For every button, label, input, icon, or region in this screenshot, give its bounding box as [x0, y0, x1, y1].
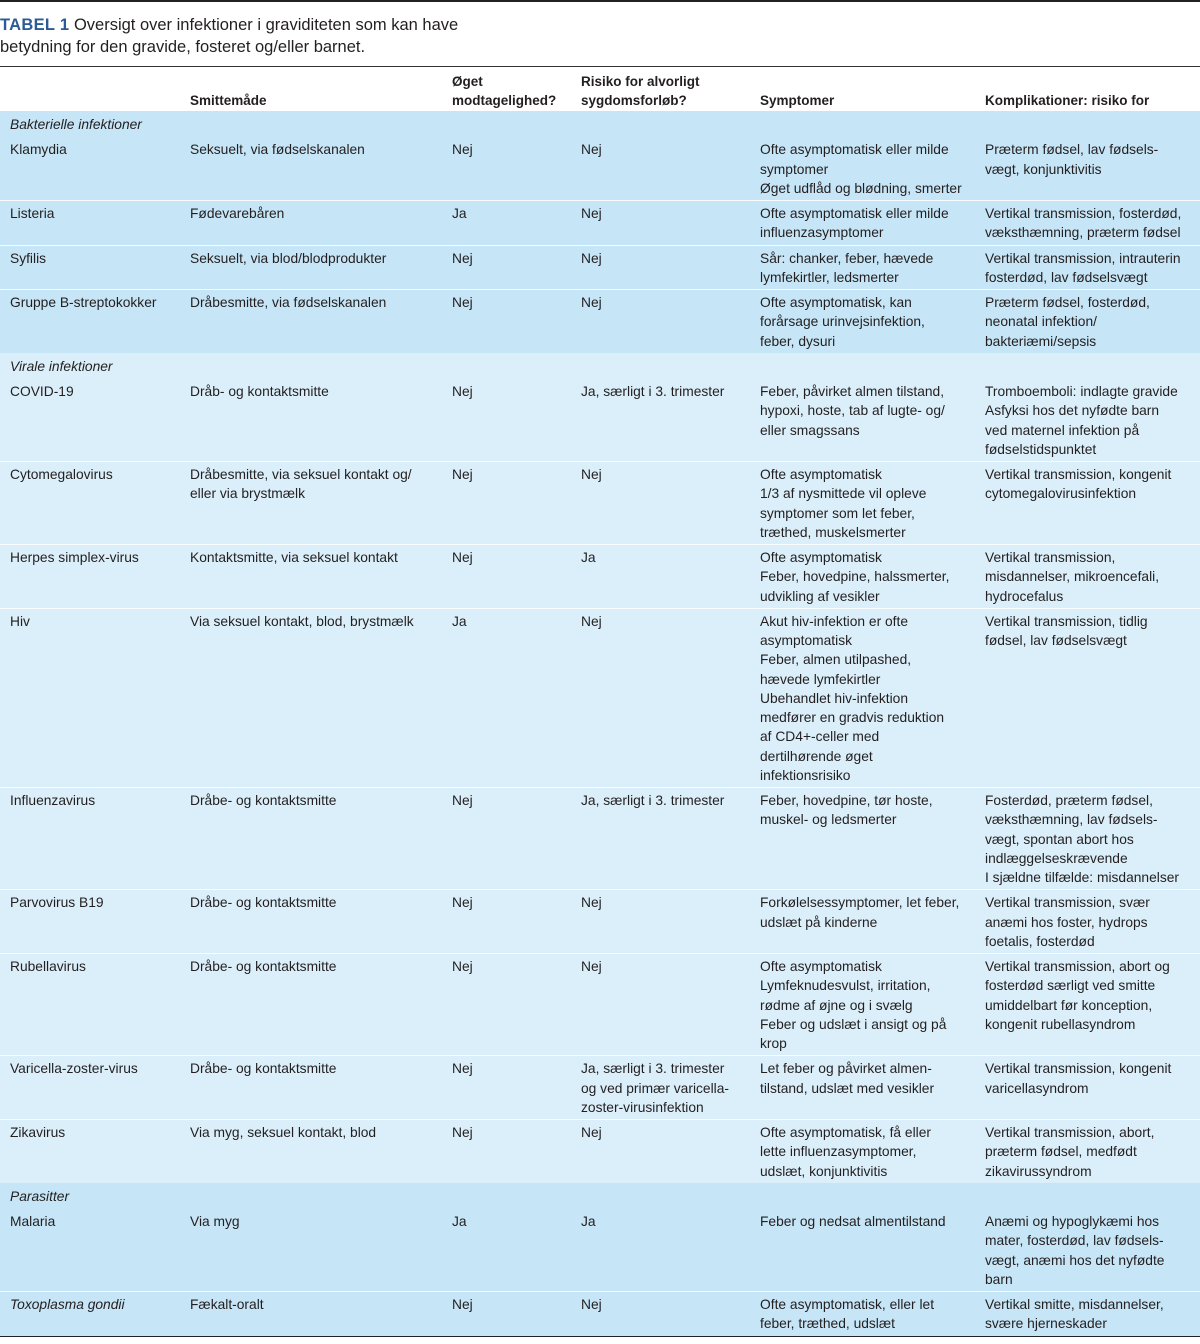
- row-gruppe-b-streptokokker: [0, 289, 1200, 353]
- cell-rubellavirus-severe-risk: Nej: [571, 953, 750, 1055]
- cell-syfilis-symptoms: Sår: chanker, feber, hævede lymfekirtler, ledsmerter: [750, 245, 975, 290]
- row-cytomegalovirus: [0, 461, 1200, 544]
- cell-malaria-transmission: Via myg: [190, 1214, 240, 1229]
- cell-cytomegalovirus-transmission: Dråbesmitte, via seksuel kontakt og/ eller via brystmælk: [180, 461, 442, 544]
- cell-herpes-simplex-virus-severe-risk: Ja: [571, 544, 750, 608]
- cell-parvovirus-b19-agent: Parvovirus B19: [0, 889, 180, 953]
- cell-varicella-zoster-virus-complications: Vertikal transmission, kongenit varicellasyndrom: [975, 1055, 1200, 1119]
- top-rule: [0, 0, 1200, 2]
- cell-hiv-severe-risk: Nej: [571, 608, 750, 787]
- cell-listeria-complications: Vertikal transmission, fosterdød, væksthæmning, præterm fødsel: [975, 200, 1200, 245]
- cell-toxoplasma-gondii-transmission: Fækalt-oralt: [180, 1291, 442, 1336]
- cell-gruppe-b-streptokokker-agent: Gruppe B-streptokokker: [0, 289, 180, 353]
- table-caption-text: Oversigt over infektioner i graviditeten som kan have betydning for den gravide, fosteret og/eller barnet.: [0, 16, 459, 56]
- cell-hiv-complications: Vertikal transmission, tidlig fødsel, lav fødselsvægt: [975, 608, 1200, 787]
- cell-varicella-zoster-virus-symptoms: Let feber og påvirket almen- tilstand, udslæt med vesikler: [750, 1055, 975, 1119]
- infection-table: [0, 67, 1200, 1336]
- cell-malaria-complications: Anæmi og hypoglykæmi hos mater, fosterdød, lav fødsels- vægt, anæmi hos det nyfødte barn: [985, 1214, 1165, 1287]
- row-klamydia: [0, 136, 1200, 200]
- cell-syfilis-agent: Syfilis: [0, 245, 180, 290]
- cell-syfilis-susceptibility: Nej: [442, 245, 571, 290]
- cell-toxoplasma-gondii-susceptibility: Nej: [442, 1291, 571, 1336]
- cell-klamydia-transmission: Seksuelt, via fødselskanalen: [190, 142, 365, 158]
- row-rubellavirus: [0, 953, 1200, 1055]
- cell-influenzavirus-severe-risk: Ja, særligt i 3. trimester: [571, 787, 750, 889]
- row-syfilis: [0, 245, 1200, 290]
- cell-toxoplasma-gondii-symptoms: Ofte asymptomatisk, eller let feber, træthed, udslæt: [750, 1291, 975, 1336]
- cell-malaria-symptoms: Feber og nedsat almentilstand: [760, 1214, 946, 1229]
- cell-herpes-simplex-virus-symptoms: Ofte asymptomatisk Feber, hovedpine, halssmerter, udvikling af vesikler: [750, 544, 975, 608]
- cell-syfilis-transmission: Seksuelt, via blod/blodprodukter: [180, 245, 442, 290]
- cell-influenzavirus-complications: Fosterdød, præterm fødsel, væksthæmning, lav fødsels- vægt, spontan abort hos indlæggelseskrævende I sjældne tilfælde: misdannelser: [975, 787, 1200, 889]
- cell-covid-19-complications: Tromboemboli: indlagte gravide Asfyksi hos det nyfødte barn ved maternel infektion på fødselstidspunktet: [985, 384, 1178, 457]
- column-header-severe-risk: Risiko for alvorligt sygdomsforløb?: [571, 67, 750, 111]
- row-hiv: [0, 608, 1200, 787]
- cell-toxoplasma-gondii-agent: Toxoplasma gondii: [0, 1291, 180, 1336]
- cell-herpes-simplex-virus-susceptibility: Nej: [442, 544, 571, 608]
- cell-gruppe-b-streptokokker-susceptibility: Nej: [442, 289, 571, 353]
- cell-varicella-zoster-virus-susceptibility: Nej: [442, 1055, 571, 1119]
- cell-varicella-zoster-virus-transmission: Dråbe- og kontaktsmitte: [180, 1055, 442, 1119]
- cell-rubellavirus-complications: Vertikal transmission, abort og fosterdød særligt ved smitte umiddelbart før konception, kongenit rubellasyndrom: [975, 953, 1200, 1055]
- cell-listeria-agent: Listeria: [0, 200, 180, 245]
- column-header-symptoms: Symptomer: [750, 67, 975, 111]
- cell-klamydia-symptoms: Ofte asymptomatisk eller milde symptomer Øget udflåd og blødning, smerter: [760, 142, 962, 196]
- cell-zikavirus-agent: Zikavirus: [0, 1119, 180, 1183]
- cell-gruppe-b-streptokokker-complications: Præterm fødsel, fosterdød, neonatal infektion/ bakteriæmi/sepsis: [975, 289, 1200, 353]
- cell-listeria-severe-risk: Nej: [571, 200, 750, 245]
- row-varicella-zoster-virus: [0, 1055, 1200, 1119]
- cell-syfilis-complications: Vertikal transmission, intrauterin fosterdød, lav fødselsvægt: [975, 245, 1200, 290]
- cell-influenzavirus-symptoms: Feber, hovedpine, tør hoste, muskel- og ledsmerter: [750, 787, 975, 889]
- cell-covid-19-severe-risk: Ja, særligt i 3. trimester: [581, 384, 725, 399]
- section-virale-infektioner: [0, 353, 1200, 378]
- cell-syfilis-severe-risk: Nej: [571, 245, 750, 290]
- cell-parvovirus-b19-transmission: Dråbe- og kontaktsmitte: [180, 889, 442, 953]
- section-title: Virale infektioner: [10, 358, 113, 374]
- row-listeria: [0, 200, 1200, 245]
- bottom-rule: [0, 1336, 1200, 1338]
- cell-influenzavirus-agent: Influenzavirus: [0, 787, 180, 889]
- row-herpes-simplex-virus: [0, 544, 1200, 608]
- cell-cytomegalovirus-complications: Vertikal transmission, kongenit cytomegalovirusinfektion: [975, 461, 1200, 544]
- cell-gruppe-b-streptokokker-symptoms: Ofte asymptomatisk, kan forårsage urinvejsinfektion, feber, dysuri: [750, 289, 975, 353]
- cell-listeria-susceptibility: Ja: [442, 200, 571, 245]
- cell-influenzavirus-transmission: Dråbe- og kontaktsmitte: [180, 787, 442, 889]
- cell-covid-19-susceptibility: Nej: [452, 384, 473, 399]
- cell-toxoplasma-gondii-complications: Vertikal smitte, misdannelser, svære hjerneskader: [975, 1291, 1200, 1336]
- cell-covid-19-transmission: Dråb- og kontaktsmitte: [190, 384, 329, 399]
- cell-klamydia-susceptibility: Nej: [452, 142, 473, 158]
- cell-rubellavirus-transmission: Dråbe- og kontaktsmitte: [180, 953, 442, 1055]
- cell-cytomegalovirus-agent: Cytomegalovirus: [0, 461, 180, 544]
- cell-varicella-zoster-virus-agent: Varicella-zoster-virus: [0, 1055, 180, 1119]
- cell-cytomegalovirus-susceptibility: Nej: [442, 461, 571, 544]
- cell-herpes-simplex-virus-complications: Vertikal transmission, misdannelser, mikroencefali, hydrocefalus: [975, 544, 1200, 608]
- section-parasitter: [0, 1183, 1200, 1208]
- cell-parvovirus-b19-symptoms: Forkølelsessymptomer, let feber, udslæt på kinderne: [750, 889, 975, 953]
- cell-herpes-simplex-virus-transmission: Kontaktsmitte, via seksuel kontakt: [180, 544, 442, 608]
- column-header-agent: [0, 67, 180, 111]
- cell-influenzavirus-susceptibility: Nej: [442, 787, 571, 889]
- cell-herpes-simplex-virus-agent: Herpes simplex-virus: [0, 544, 180, 608]
- cell-hiv-symptoms: Akut hiv-infektion er ofte asymptomatisk Feber, almen utilpashed, hævede lymfekirtler Ubehandlet hiv-infektion medfører en gradvis reduktion af CD4+-celler med dertilhørende øget infektionsrisiko: [750, 608, 975, 787]
- section-title: Bakterielle infektioner: [10, 117, 142, 132]
- cell-malaria-agent: Malaria: [10, 1214, 56, 1229]
- row-parvovirus-b19: [0, 889, 1200, 953]
- cell-zikavirus-susceptibility: Nej: [442, 1119, 571, 1183]
- cell-varicella-zoster-virus-severe-risk: Ja, særligt i 3. trimester og ved primær varicella- zoster-virusinfektion: [571, 1055, 750, 1119]
- cell-zikavirus-severe-risk: Nej: [571, 1119, 750, 1183]
- table-caption: [0, 14, 480, 58]
- cell-klamydia-severe-risk: Nej: [581, 142, 602, 158]
- section-bakterielle-infektioner: [0, 111, 1200, 136]
- cell-gruppe-b-streptokokker-severe-risk: Nej: [571, 289, 750, 353]
- cell-hiv-agent: Hiv: [0, 608, 180, 787]
- row-covid-19: [0, 378, 1200, 461]
- cell-covid-19-symptoms: Feber, påvirket almen tilstand, hypoxi, hoste, tab af lugte- og/ eller smagssans: [760, 384, 945, 438]
- cell-rubellavirus-symptoms: Ofte asymptomatisk Lymfeknudesvulst, irritation, rødme af øjne og i svælg Feber og udslæt i ansigt og på krop: [750, 953, 975, 1055]
- row-malaria: [0, 1208, 1200, 1291]
- cell-parvovirus-b19-severe-risk: Nej: [571, 889, 750, 953]
- cell-cytomegalovirus-symptoms: Ofte asymptomatisk 1/3 af nysmittede vil opleve symptomer som let feber, træthed, muskelsmerter: [750, 461, 975, 544]
- section-title: Parasitter: [10, 1188, 70, 1204]
- cell-hiv-transmission: Via seksuel kontakt, blod, brystmælk: [180, 608, 442, 787]
- cell-rubellavirus-agent: Rubellavirus: [0, 953, 180, 1055]
- cell-toxoplasma-gondii-severe-risk: Nej: [571, 1291, 750, 1336]
- header-row: [0, 67, 1200, 111]
- cell-zikavirus-symptoms: Ofte asymptomatisk, få eller lette influenzasymptomer, udslæt, konjunktivitis: [750, 1119, 975, 1183]
- cell-malaria-susceptibility: Ja: [452, 1214, 467, 1229]
- row-toxoplasma-gondii: [0, 1291, 1200, 1336]
- column-header-transmission: Smittemåde: [180, 67, 442, 111]
- cell-rubellavirus-susceptibility: Nej: [442, 953, 571, 1055]
- cell-cytomegalovirus-severe-risk: Nej: [571, 461, 750, 544]
- cell-zikavirus-transmission: Via myg, seksuel kontakt, blod: [180, 1119, 442, 1183]
- cell-klamydia-complications: Præterm fødsel, lav fødsels- vægt, konjunktivitis: [985, 142, 1159, 177]
- cell-covid-19-agent: COVID-19: [10, 384, 74, 399]
- cell-gruppe-b-streptokokker-transmission: Dråbesmitte, via fødselskanalen: [180, 289, 442, 353]
- table-body: [0, 111, 1200, 1336]
- table-label: TABEL 1: [0, 16, 70, 34]
- column-header-susceptibility: Øget modtagelighed?: [442, 67, 571, 111]
- cell-malaria-severe-risk: Ja: [581, 1214, 596, 1229]
- row-influenzavirus: [0, 787, 1200, 889]
- cell-listeria-transmission: Fødevarebåren: [180, 200, 442, 245]
- cell-parvovirus-b19-complications: Vertikal transmission, svær anæmi hos foster, hydrops foetalis, fosterdød: [975, 889, 1200, 953]
- row-zikavirus: [0, 1119, 1200, 1183]
- cell-parvovirus-b19-susceptibility: Nej: [442, 889, 571, 953]
- cell-zikavirus-complications: Vertikal transmission, abort, præterm fødsel, medfødt zikavirussyndrom: [975, 1119, 1200, 1183]
- column-header-complications: Komplikationer: risiko for: [975, 67, 1200, 111]
- cell-listeria-symptoms: Ofte asymptomatisk eller milde influenzasymptomer: [750, 200, 975, 245]
- cell-klamydia-agent: Klamydia: [10, 142, 67, 158]
- cell-hiv-susceptibility: Ja: [442, 608, 571, 787]
